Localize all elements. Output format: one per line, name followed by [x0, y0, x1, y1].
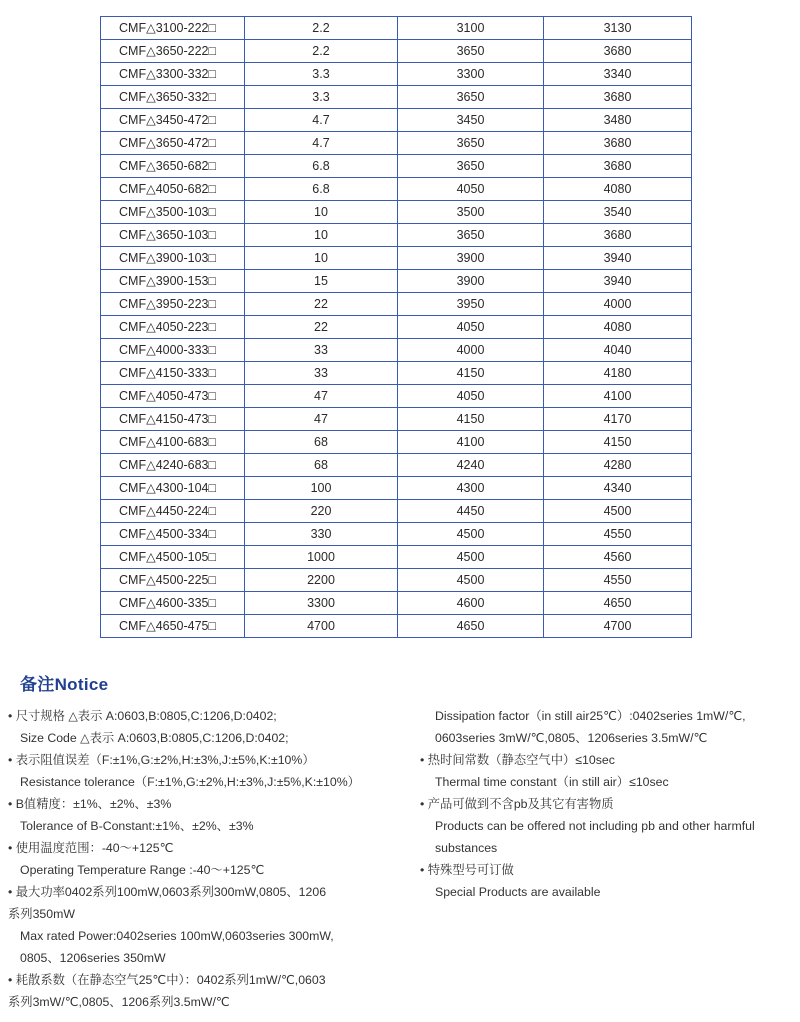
part-number-cell: CMF△4500-225□: [101, 569, 245, 592]
b-value-cell: 4050: [398, 316, 544, 339]
notice-line: [8, 925, 408, 947]
resistance-cell: 22: [245, 293, 398, 316]
table-row: [101, 339, 692, 362]
resistance-cell: 10: [245, 201, 398, 224]
b-value-alt-cell: 3940: [544, 247, 692, 270]
notice-line: [8, 881, 408, 903]
table-row: [101, 247, 692, 270]
part-number-cell: CMF△4100-683□: [101, 431, 245, 454]
table-row: [101, 500, 692, 523]
b-value-cell: 3100: [398, 17, 544, 40]
resistance-cell: 220: [245, 500, 398, 523]
b-value-cell: 4600: [398, 592, 544, 615]
notice-line-text: 特殊型号可订做: [427, 863, 514, 877]
b-value-cell: 4240: [398, 454, 544, 477]
b-value-alt-cell: 4700: [544, 615, 692, 638]
b-value-alt-cell: 3680: [544, 155, 692, 178]
part-number-cell: CMF△4050-473□: [101, 385, 245, 408]
notice-line: [8, 705, 408, 727]
table-row: [101, 615, 692, 638]
b-value-cell: 3650: [398, 224, 544, 247]
b-value-cell: 4500: [398, 523, 544, 546]
part-number-cell: CMF△3100-222□: [101, 17, 245, 40]
table-row: [101, 316, 692, 339]
table-row: [101, 178, 692, 201]
resistance-cell: 2.2: [245, 40, 398, 63]
b-value-cell: 3650: [398, 155, 544, 178]
part-number-cell: CMF△3300-332□: [101, 63, 245, 86]
notice-line: [420, 815, 798, 837]
b-value-cell: 4000: [398, 339, 544, 362]
resistance-cell: 100: [245, 477, 398, 500]
resistance-cell: 3.3: [245, 63, 398, 86]
b-value-cell: 3650: [398, 132, 544, 155]
notice-line: [420, 793, 798, 815]
notice-line: [8, 969, 408, 991]
resistance-cell: 3300: [245, 592, 398, 615]
b-value-cell: 3900: [398, 247, 544, 270]
resistance-cell: 1000: [245, 546, 398, 569]
b-value-alt-cell: 4000: [544, 293, 692, 316]
b-value-alt-cell: 3680: [544, 224, 692, 247]
b-value-cell: 4450: [398, 500, 544, 523]
notice-line: [8, 991, 408, 1013]
b-value-cell: 4650: [398, 615, 544, 638]
part-number-cell: CMF△3650-682□: [101, 155, 245, 178]
b-value-alt-cell: 4080: [544, 178, 692, 201]
b-value-alt-cell: 4040: [544, 339, 692, 362]
resistance-cell: 33: [245, 362, 398, 385]
table-row: [101, 63, 692, 86]
part-number-cell: CMF△4500-105□: [101, 546, 245, 569]
notice-line-text: Tolerance of B-Constant:±1%、±2%、±3%: [20, 819, 254, 833]
notice-line: [420, 881, 798, 903]
part-number-cell: CMF△4240-683□: [101, 454, 245, 477]
b-value-alt-cell: 4080: [544, 316, 692, 339]
notice-line: [8, 903, 408, 925]
b-value-alt-cell: 4560: [544, 546, 692, 569]
resistance-cell: 22: [245, 316, 398, 339]
table-row: [101, 86, 692, 109]
part-number-cell: CMF△3950-223□: [101, 293, 245, 316]
part-number-cell: CMF△3650-472□: [101, 132, 245, 155]
b-value-alt-cell: 3940: [544, 270, 692, 293]
b-value-alt-cell: 4150: [544, 431, 692, 454]
notice-line-text: 热时间常数（静态空气中）≤10sec: [427, 753, 615, 767]
resistance-cell: 15: [245, 270, 398, 293]
notice-line: [420, 705, 798, 727]
resistance-cell: 2.2: [245, 17, 398, 40]
notice-line: [420, 771, 798, 793]
table-row: [101, 362, 692, 385]
resistance-cell: 6.8: [245, 155, 398, 178]
notice-line-text: 产品可做到不含pb及其它有害物质: [427, 797, 614, 811]
resistance-cell: 68: [245, 431, 398, 454]
resistance-cell: 47: [245, 408, 398, 431]
notice-line: [420, 727, 798, 749]
notice-line: [8, 859, 408, 881]
resistance-cell: 68: [245, 454, 398, 477]
table-row: [101, 477, 692, 500]
table-row: [101, 454, 692, 477]
notice-line-text: Special Products are available: [435, 885, 601, 899]
b-value-alt-cell: 3680: [544, 132, 692, 155]
resistance-cell: 4700: [245, 615, 398, 638]
b-value-cell: 4050: [398, 178, 544, 201]
table-row: [101, 40, 692, 63]
b-value-alt-cell: 3130: [544, 17, 692, 40]
resistance-cell: 47: [245, 385, 398, 408]
part-number-cell: CMF△4050-223□: [101, 316, 245, 339]
b-value-alt-cell: 3480: [544, 109, 692, 132]
b-value-alt-cell: 4650: [544, 592, 692, 615]
table-row: [101, 546, 692, 569]
part-number-cell: CMF△4150-333□: [101, 362, 245, 385]
b-value-alt-cell: 3540: [544, 201, 692, 224]
notice-line-text: Operating Temperature Range :-40～+125℃: [20, 863, 265, 877]
part-number-cell: CMF△3650-103□: [101, 224, 245, 247]
b-value-alt-cell: 4340: [544, 477, 692, 500]
b-value-cell: 4150: [398, 408, 544, 431]
b-value-alt-cell: 4100: [544, 385, 692, 408]
notice-line-text: Dissipation factor（in still air25℃）:0402series 1mW/℃,: [435, 709, 746, 723]
table-row: [101, 431, 692, 454]
table-row: [101, 155, 692, 178]
table-row: [101, 523, 692, 546]
notice-line: [8, 771, 408, 793]
b-value-alt-cell: 4500: [544, 500, 692, 523]
resistance-cell: 33: [245, 339, 398, 362]
b-value-alt-cell: 4180: [544, 362, 692, 385]
part-number-cell: CMF△3900-103□: [101, 247, 245, 270]
notice-line: [8, 837, 408, 859]
b-value-cell: 4500: [398, 546, 544, 569]
table-row: [101, 17, 692, 40]
part-number-cell: CMF△4450-224□: [101, 500, 245, 523]
b-value-cell: 4100: [398, 431, 544, 454]
notice-line-text: 系列3mW/℃,0805、1206系列3.5mW/℃: [8, 995, 230, 1009]
part-number-cell: CMF△3900-153□: [101, 270, 245, 293]
b-value-alt-cell: 3340: [544, 63, 692, 86]
table-row: [101, 293, 692, 316]
b-value-cell: 4500: [398, 569, 544, 592]
part-number-cell: CMF△3450-472□: [101, 109, 245, 132]
part-number-cell: CMF△4650-475□: [101, 615, 245, 638]
table-row: [101, 224, 692, 247]
b-value-alt-cell: 4550: [544, 523, 692, 546]
notice-line-text: Products can be offered not including pb and other harmful: [435, 819, 755, 833]
notice-line-text: 系列350mW: [8, 907, 75, 921]
table-row: [101, 132, 692, 155]
b-value-alt-cell: 3680: [544, 86, 692, 109]
notice-line: [8, 793, 408, 815]
table-row: [101, 385, 692, 408]
notice-line: [8, 727, 408, 749]
notice-line-text: 尺寸规格 △表示 A:0603,B:0805,C:1206,D:0402;: [15, 709, 277, 723]
b-value-cell: 4050: [398, 385, 544, 408]
part-number-cell: CMF△3650-222□: [101, 40, 245, 63]
b-value-cell: 3450: [398, 109, 544, 132]
resistance-cell: 4.7: [245, 109, 398, 132]
part-number-cell: CMF△4150-473□: [101, 408, 245, 431]
resistance-cell: 4.7: [245, 132, 398, 155]
notice-line: [420, 749, 798, 771]
notice-line-text: Size Code △表示 A:0603,B:0805,C:1206,D:0402;: [20, 731, 289, 745]
notice-right-column: [420, 705, 798, 903]
b-value-alt-cell: 4170: [544, 408, 692, 431]
b-value-cell: 3900: [398, 270, 544, 293]
table-row: [101, 569, 692, 592]
table-row: [101, 270, 692, 293]
part-number-cell: CMF△3500-103□: [101, 201, 245, 224]
b-value-alt-cell: 4280: [544, 454, 692, 477]
b-value-cell: 3950: [398, 293, 544, 316]
b-value-cell: 4150: [398, 362, 544, 385]
table-row: [101, 109, 692, 132]
notice-line: [420, 859, 798, 881]
resistance-cell: 2200: [245, 569, 398, 592]
resistance-cell: 6.8: [245, 178, 398, 201]
notice-line: [8, 947, 408, 969]
notice-line: [8, 749, 408, 771]
notice-line: [8, 815, 408, 837]
resistance-cell: 10: [245, 224, 398, 247]
notice-line-text: Thermal time constant（in still air）≤10sec: [435, 775, 669, 789]
b-value-cell: 3500: [398, 201, 544, 224]
notice-line-text: B值精度：±1%、±2%、±3%: [15, 797, 172, 811]
notice-line-text: 最大功率0402系列100mW,0603系列300mW,0805、1206: [15, 885, 327, 899]
notice-line-text: 使用温度范围：-40～+125℃: [15, 841, 174, 855]
part-number-cell: CMF△4500-334□: [101, 523, 245, 546]
notice-line: [420, 837, 798, 859]
b-value-alt-cell: 3680: [544, 40, 692, 63]
notice-line-text: 表示阻值误差（F:±1%,G:±2%,H:±3%,J:±5%,K:±10%）: [15, 753, 315, 767]
b-value-alt-cell: 4550: [544, 569, 692, 592]
part-number-cell: CMF△4050-682□: [101, 178, 245, 201]
notice-line-text: 0603series 3mW/℃,0805、1206series 3.5mW/℃: [435, 731, 708, 745]
notice-title: 备注Notice: [20, 675, 109, 694]
b-value-cell: 3300: [398, 63, 544, 86]
part-number-cell: CMF△4000-333□: [101, 339, 245, 362]
table-row: [101, 408, 692, 431]
part-number-cell: CMF△4300-104□: [101, 477, 245, 500]
notice-line-text: substances: [435, 841, 498, 855]
table-row: [101, 592, 692, 615]
part-number-cell: CMF△4600-335□: [101, 592, 245, 615]
notice-line-text: 耗散系数（在静态空气25℃中）：0402系列1mW/℃,0603: [15, 973, 326, 987]
b-value-cell: 3650: [398, 40, 544, 63]
table-row: [101, 201, 692, 224]
spec-table: [100, 16, 692, 638]
notice-line-text: Resistance tolerance（F:±1%,G:±2%,H:±3%,J:±5%,K:±10%）: [20, 775, 360, 789]
resistance-cell: 3.3: [245, 86, 398, 109]
notice-left-column: [8, 705, 408, 1013]
part-number-cell: CMF△3650-332□: [101, 86, 245, 109]
notice-line-text: 0805、1206series 350mW: [20, 951, 166, 965]
notice-line-text: Max rated Power:0402series 100mW,0603series 300mW,: [20, 929, 334, 943]
b-value-cell: 4300: [398, 477, 544, 500]
resistance-cell: 10: [245, 247, 398, 270]
b-value-cell: 3650: [398, 86, 544, 109]
resistance-cell: 330: [245, 523, 398, 546]
spec-table-body: [101, 17, 692, 638]
